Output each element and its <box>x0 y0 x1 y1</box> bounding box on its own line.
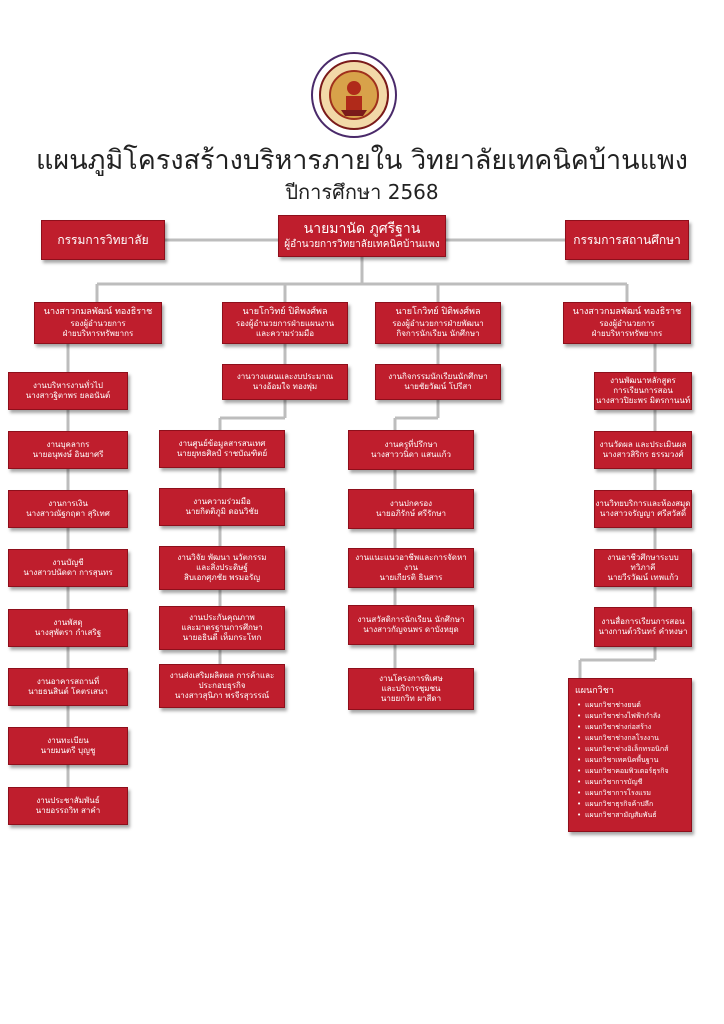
deputy-role: กิจการนักเรียน นักศึกษา <box>396 328 480 338</box>
department-item: • แผนกวิชาคอมพิวเตอร์ธุรกิจ <box>585 766 685 777</box>
unit-person: นายอนุพงษ์ อินยาศรี <box>32 450 104 459</box>
department-item: • แผนกวิชาช่างกลโรงงาน <box>585 733 685 744</box>
unit-box <box>348 548 474 588</box>
unit-box <box>594 607 692 647</box>
unit-box <box>348 430 474 470</box>
unit-title: งานพัฒนาหลักสูตร <box>610 376 676 385</box>
department-item: • แผนกวิชาการบัญชี <box>585 777 685 788</box>
unit-title: และบริการชุมชน <box>381 684 441 693</box>
unit-person: นายชัยวัฒน์ โปรีสา <box>404 382 472 391</box>
departments-box <box>568 678 692 832</box>
unit-person: นางสาวปนัดดา การสุนทร <box>23 568 113 577</box>
director-name: นายมานัด ภูศรีฐาน <box>303 221 421 237</box>
unit-title: ประกอบธุรกิจ <box>198 681 246 690</box>
unit-box <box>222 364 348 400</box>
unit-box <box>8 787 128 825</box>
deputy-name: นายโกวิทย์ ปิติพงศ์พล <box>242 307 328 318</box>
unit-box <box>348 605 474 645</box>
deputy-role: และความร่วมมือ <box>255 328 315 338</box>
unit-title: งานสื่อการเรียนการสอน <box>601 617 685 626</box>
deputy-name: นายโกวิทย์ ปิติพงศ์พล <box>395 307 481 318</box>
deputy-role: ฝ่ายบริหารทรัพยากร <box>62 328 134 338</box>
unit-box <box>594 549 692 587</box>
unit-title: และสิ่งประดิษฐ์ <box>196 563 248 572</box>
unit-title: และมาตรฐานการศึกษา <box>181 623 263 632</box>
unit-title: งานวางแผนและงบประมาณ <box>236 372 334 381</box>
unit-person: นางสุพัตรา กำเสริฐ <box>34 628 102 637</box>
deputy-role: รองผู้อำนวยการฝ่ายแผนงาน <box>235 318 335 328</box>
unit-box <box>8 727 128 765</box>
unit-person: นายมนตรี บุญชู <box>40 746 96 755</box>
director-role: ผู้อำนวยการวิทยาลัยเทคนิคบ้านแพง <box>284 238 440 250</box>
unit-title: งานโครงการพิเศษ <box>379 674 443 683</box>
unit-person: นายเกียรติ ธินสาร <box>379 573 443 582</box>
unit-title: งานอาชีวศึกษาระบบทวิภาคี <box>607 553 679 572</box>
departments-title: แผนกวิชา <box>575 686 614 696</box>
deputy-role: รองผู้อำนวยการฝ่ายพัฒนา <box>392 318 484 328</box>
deputy-name: นางสาวกมลพัฒน์ ทองธิราช <box>572 307 682 318</box>
deputy-name: นางสาวกมลพัฒน์ ทองธิราช <box>43 307 153 318</box>
unit-box <box>348 668 474 710</box>
unit-box <box>375 364 501 400</box>
departments-list <box>575 700 685 821</box>
unit-person: นายอภิรักษ์ ศรีรักษา <box>376 509 446 518</box>
unit-person: นางสาววนิดา แสนแก้ว <box>371 450 451 459</box>
unit-box <box>594 490 692 528</box>
unit-title: งานครูที่ปรึกษา <box>384 440 438 449</box>
unit-person: นางอ้อมใจ ทองพุ่ม <box>252 382 318 391</box>
school-committee-box <box>565 220 689 260</box>
unit-title: งานวิทยบริการและห้องสมุด <box>595 499 691 508</box>
director-box <box>278 215 446 257</box>
unit-box <box>348 489 474 529</box>
unit-person: นางกานต์วรินทร์ คำหงษา <box>598 627 688 636</box>
unit-title: งานบริหารงานทั่วไป <box>32 381 104 390</box>
unit-title: การเรียนการสอน <box>613 386 673 395</box>
college-logo <box>311 52 397 138</box>
unit-box <box>8 490 128 528</box>
unit-box <box>594 372 692 410</box>
department-item: • แผนกวิชาเทคนิคพื้นฐาน <box>585 755 685 766</box>
unit-title: งานสวัสดิการนักเรียน นักศึกษา <box>357 615 465 624</box>
unit-person: นายอธินดี เห็มกระโทก <box>182 633 262 642</box>
department-item: • แผนกวิชาช่างไฟฟ้ากำลัง <box>585 711 685 722</box>
unit-title: งานความร่วมมือ <box>193 497 251 506</box>
unit-box <box>159 488 285 526</box>
department-item: • แผนกวิชาธุรกิจค้าปลีก <box>585 799 685 810</box>
deputy-role: รองผู้อำนวยการ <box>599 318 655 328</box>
unit-person: นายยกวิท ผาสีดา <box>380 694 442 703</box>
deputy-role: รองผู้อำนวยการ <box>70 318 126 328</box>
page-title: แผนภูมิโครงสร้างบริหารภายใน วิทยาลัยเทคนิคบ้านแพง <box>35 145 688 176</box>
department-item: • แผนกวิชาสามัญสัมพันธ์ <box>585 810 685 821</box>
unit-title: งานกิจกรรมนักเรียนนักศึกษา <box>388 372 488 381</box>
unit-title: งานพัสดุ <box>53 618 83 627</box>
unit-person: นางสาวจรัญญา ศรีสวัสดิ์ <box>599 509 687 518</box>
unit-person: นางสาวฐิตาพร ยลอนันต์ <box>25 391 111 400</box>
deputy-head-1 <box>34 302 162 344</box>
department-item: • แผนกวิชาการโรงแรม <box>585 788 685 799</box>
deputy-head-3 <box>375 302 501 344</box>
unit-person: นางสาวสิริกร ธรรมวงศ์ <box>602 450 684 459</box>
unit-title: งานทะเบียน <box>47 736 89 745</box>
deputy-head-2 <box>222 302 348 344</box>
unit-title: งานส่งเสริมผลิตผล การค้าและ <box>169 671 275 680</box>
unit-box <box>8 668 128 706</box>
unit-title: งานศูนย์ข้อมูลสารสนเทศ <box>178 439 266 448</box>
unit-person: นายยุทธศิลป์ ราชบัณฑิตย์ <box>176 449 268 458</box>
unit-title: งานการเงิน <box>48 499 88 508</box>
unit-box <box>594 431 692 469</box>
unit-title: งานบุคลากร <box>46 440 90 449</box>
unit-box <box>159 606 285 650</box>
unit-box <box>8 549 128 587</box>
college-committee-box <box>41 220 165 260</box>
unit-box <box>159 664 285 708</box>
unit-box <box>159 430 285 468</box>
unit-title: งานวิจัย พัฒนา นวัตกรรม <box>177 553 267 562</box>
unit-person: นายวีรวัฒน์ เทพแก้ว <box>607 573 679 582</box>
unit-box <box>159 546 285 590</box>
unit-box <box>8 609 128 647</box>
unit-person: นายธนสินต์ โคตรเสนา <box>28 687 108 696</box>
unit-person: นางสาวณัฐกฤตา สุริเทศ <box>26 509 110 518</box>
unit-title: งานอาคารสถานที่ <box>36 677 100 686</box>
unit-title: งานบัญชี <box>52 558 84 567</box>
unit-person: นางสาวสุนิภา พรจีรสุวรรณ์ <box>174 691 270 700</box>
unit-title: งานปกครอง <box>389 499 433 508</box>
unit-person: นางสาวกัญจนพร ดาบังหยุด <box>363 625 459 634</box>
unit-title: งานวัดผล และประเมินผล <box>599 440 687 449</box>
department-item: • แผนกวิชาช่างก่อสร้าง <box>585 722 685 733</box>
deputy-head-4 <box>563 302 691 344</box>
deputy-role: ฝ่ายบริหารทรัพยากร <box>591 328 663 338</box>
unit-person: นายอรรถวิท สาคำ <box>35 806 101 815</box>
department-item: • แผนกวิชาช่างยนต์ <box>585 700 685 711</box>
unit-person: นายกิตติภูมิ ดอนวิชัย <box>185 507 259 516</box>
academic-year: ปีการศึกษา 2568 <box>285 180 439 204</box>
unit-title: งานประชาสัมพันธ์ <box>36 796 100 805</box>
school-committee-label: กรรมการสถานศึกษา <box>573 232 681 247</box>
unit-person: นางสาวปิยะพร มิตรกานนท์ <box>595 396 691 405</box>
college-committee-label: กรรมการวิทยาลัย <box>57 232 149 247</box>
unit-title: งานแนะแนวอาชีพและการจัดหางาน <box>355 553 467 572</box>
department-item: • แผนกวิชาช่างอิเล็กทรอนิกส์ <box>585 744 685 755</box>
unit-box <box>8 431 128 469</box>
unit-person: สิบเอกศุภชัย พรมอรัญ <box>183 573 261 582</box>
unit-title: งานประกันคุณภาพ <box>189 613 255 622</box>
unit-box <box>8 372 128 410</box>
